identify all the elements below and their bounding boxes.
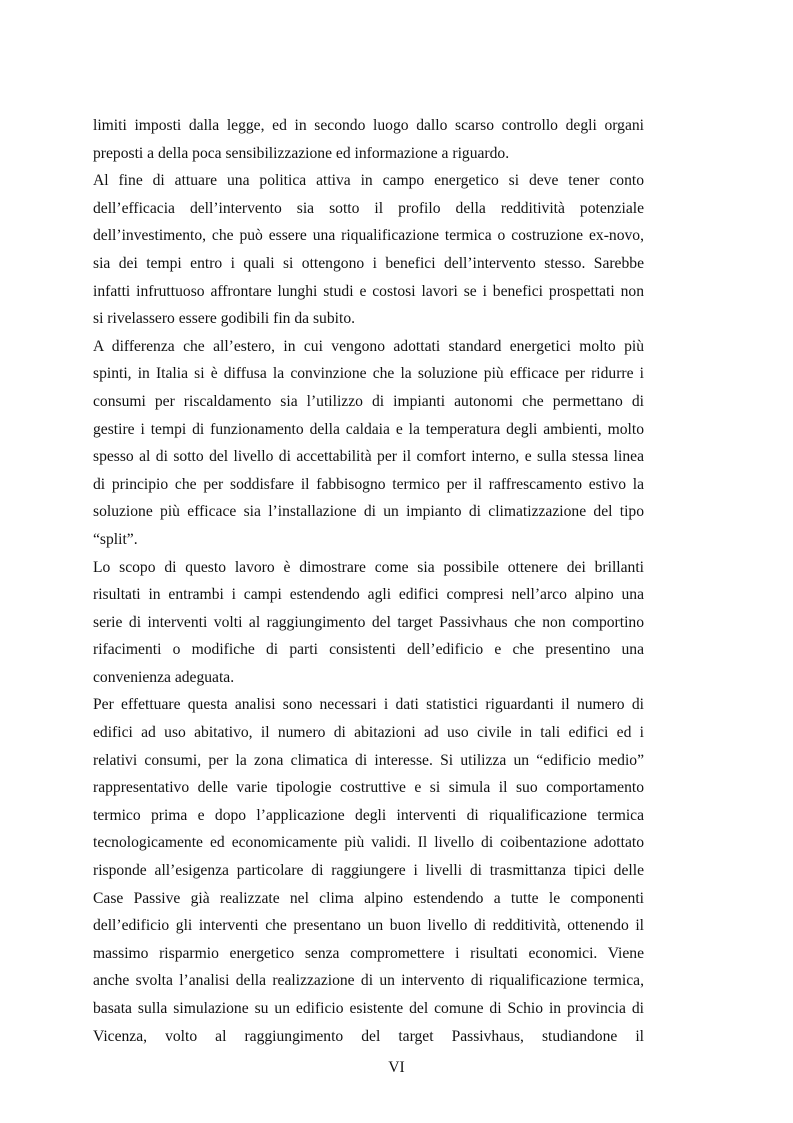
text-line: basata sulla simulazione su un edificio esistente del comune di Schio in provincia di	[93, 1000, 644, 1017]
text-line: massimo risparmio energetico senza compromettere i risultati economici. Viene	[93, 944, 644, 962]
text-line: rifacimenti o modifiche di parti consistenti dell’edificio e che presentino una	[93, 641, 644, 659]
text-line: A differenza che all’estero, in cui vengono adottati standard energetici molto più	[93, 337, 644, 355]
text-line: limiti imposti dalla legge, ed in secondo luogo dallo scarso controllo degli organi	[93, 117, 644, 134]
text-line: dell’efficacia dell’intervento sia sotto il profilo della redditività potenziale	[93, 199, 644, 217]
text-line: Per effettuare questa analisi sono necessari i dati statistici riguardanti il numero di	[93, 696, 644, 714]
text-line: infatti infruttuoso affrontare lunghi studi e costosi lavori se i benefici prospettati non	[93, 282, 644, 300]
text-line: si rivelassero essere godibili fin da subito.	[93, 310, 356, 328]
text-line: Al fine di attuare una politica attiva in campo energetico si deve tener conto	[93, 172, 644, 190]
text-line: dell’edificio gli interventi che presentano un buon livello di redditività, ottenendo il	[93, 917, 644, 935]
text-line: “split”.	[93, 530, 138, 548]
text-line: rappresentativo delle varie tipologie costruttive e si simula il suo comportamento	[93, 779, 644, 797]
text-line: Vicenza, volto al raggiungimento del target Passivhaus, studiandone il	[93, 1027, 644, 1045]
text-line: anche svolta l’analisi della realizzazione di un intervento di riqualificazione termica,	[93, 972, 644, 990]
text-line: termico prima e dopo l’applicazione degli interventi di riqualificazione termica	[93, 806, 644, 824]
text-line: risponde all’esigenza particolare di raggiungere i livelli di trasmittanza tipici delle	[93, 862, 644, 880]
text-line: Lo scopo di questo lavoro è dimostrare come sia possibile ottenere dei brillanti	[93, 558, 644, 576]
text-line: serie di interventi volti al raggiungimento del target Passivhaus che non comportino	[93, 613, 644, 631]
text-line: risultati in entrambi i campi estendendo agli edifici compresi nell’arco alpino una	[93, 586, 644, 604]
page-number: VI	[388, 1059, 405, 1076]
text-line: di principio che per soddisfare il fabbisogno termico per il raffrescamento estivo la	[93, 475, 644, 493]
text-line: sia dei tempi entro i quali si ottengono i benefici dell’intervento stesso. Sarebbe	[93, 254, 644, 272]
text-line: dell’investimento, che può essere una riqualificazione termica o costruzione ex-novo,	[93, 227, 644, 245]
body-text	[93, 112, 644, 1050]
text-line: gestire i tempi di funzionamento della caldaia e la temperatura degli ambienti, molto	[93, 420, 644, 438]
text-line: relativi consumi, per la zona climatica di interesse. Si utilizza un “edificio medio”	[93, 751, 644, 769]
text-line: convenienza adeguata.	[93, 668, 235, 686]
text-line: tecnologicamente ed economicamente più validi. Il livello di coibentazione adottato	[93, 834, 644, 852]
text-line: edifici ad uso abitativo, il numero di abitazioni ad uso civile in tali edifici ed i	[93, 724, 644, 742]
text-line: consumi per riscaldamento sia l’utilizzo di impianti autonomi che permettano di	[93, 392, 644, 410]
text-line: spinti, in Italia si è diffusa la convinzione che la soluzione più efficace per ridurre i	[93, 365, 644, 383]
text-line: soluzione più efficace sia l’installazione di un impianto di climatizzazione del tipo	[93, 503, 644, 521]
text-line: spesso al di sotto del livello di accettabilità per il comfort interno, e sulla stessa linea	[93, 448, 644, 466]
text-line: preposti a della poca sensibilizzazione ed informazione a riguardo.	[93, 144, 510, 162]
text-line: Case Passive già realizzate nel clima alpino estendendo a tutte le componenti	[93, 889, 644, 907]
